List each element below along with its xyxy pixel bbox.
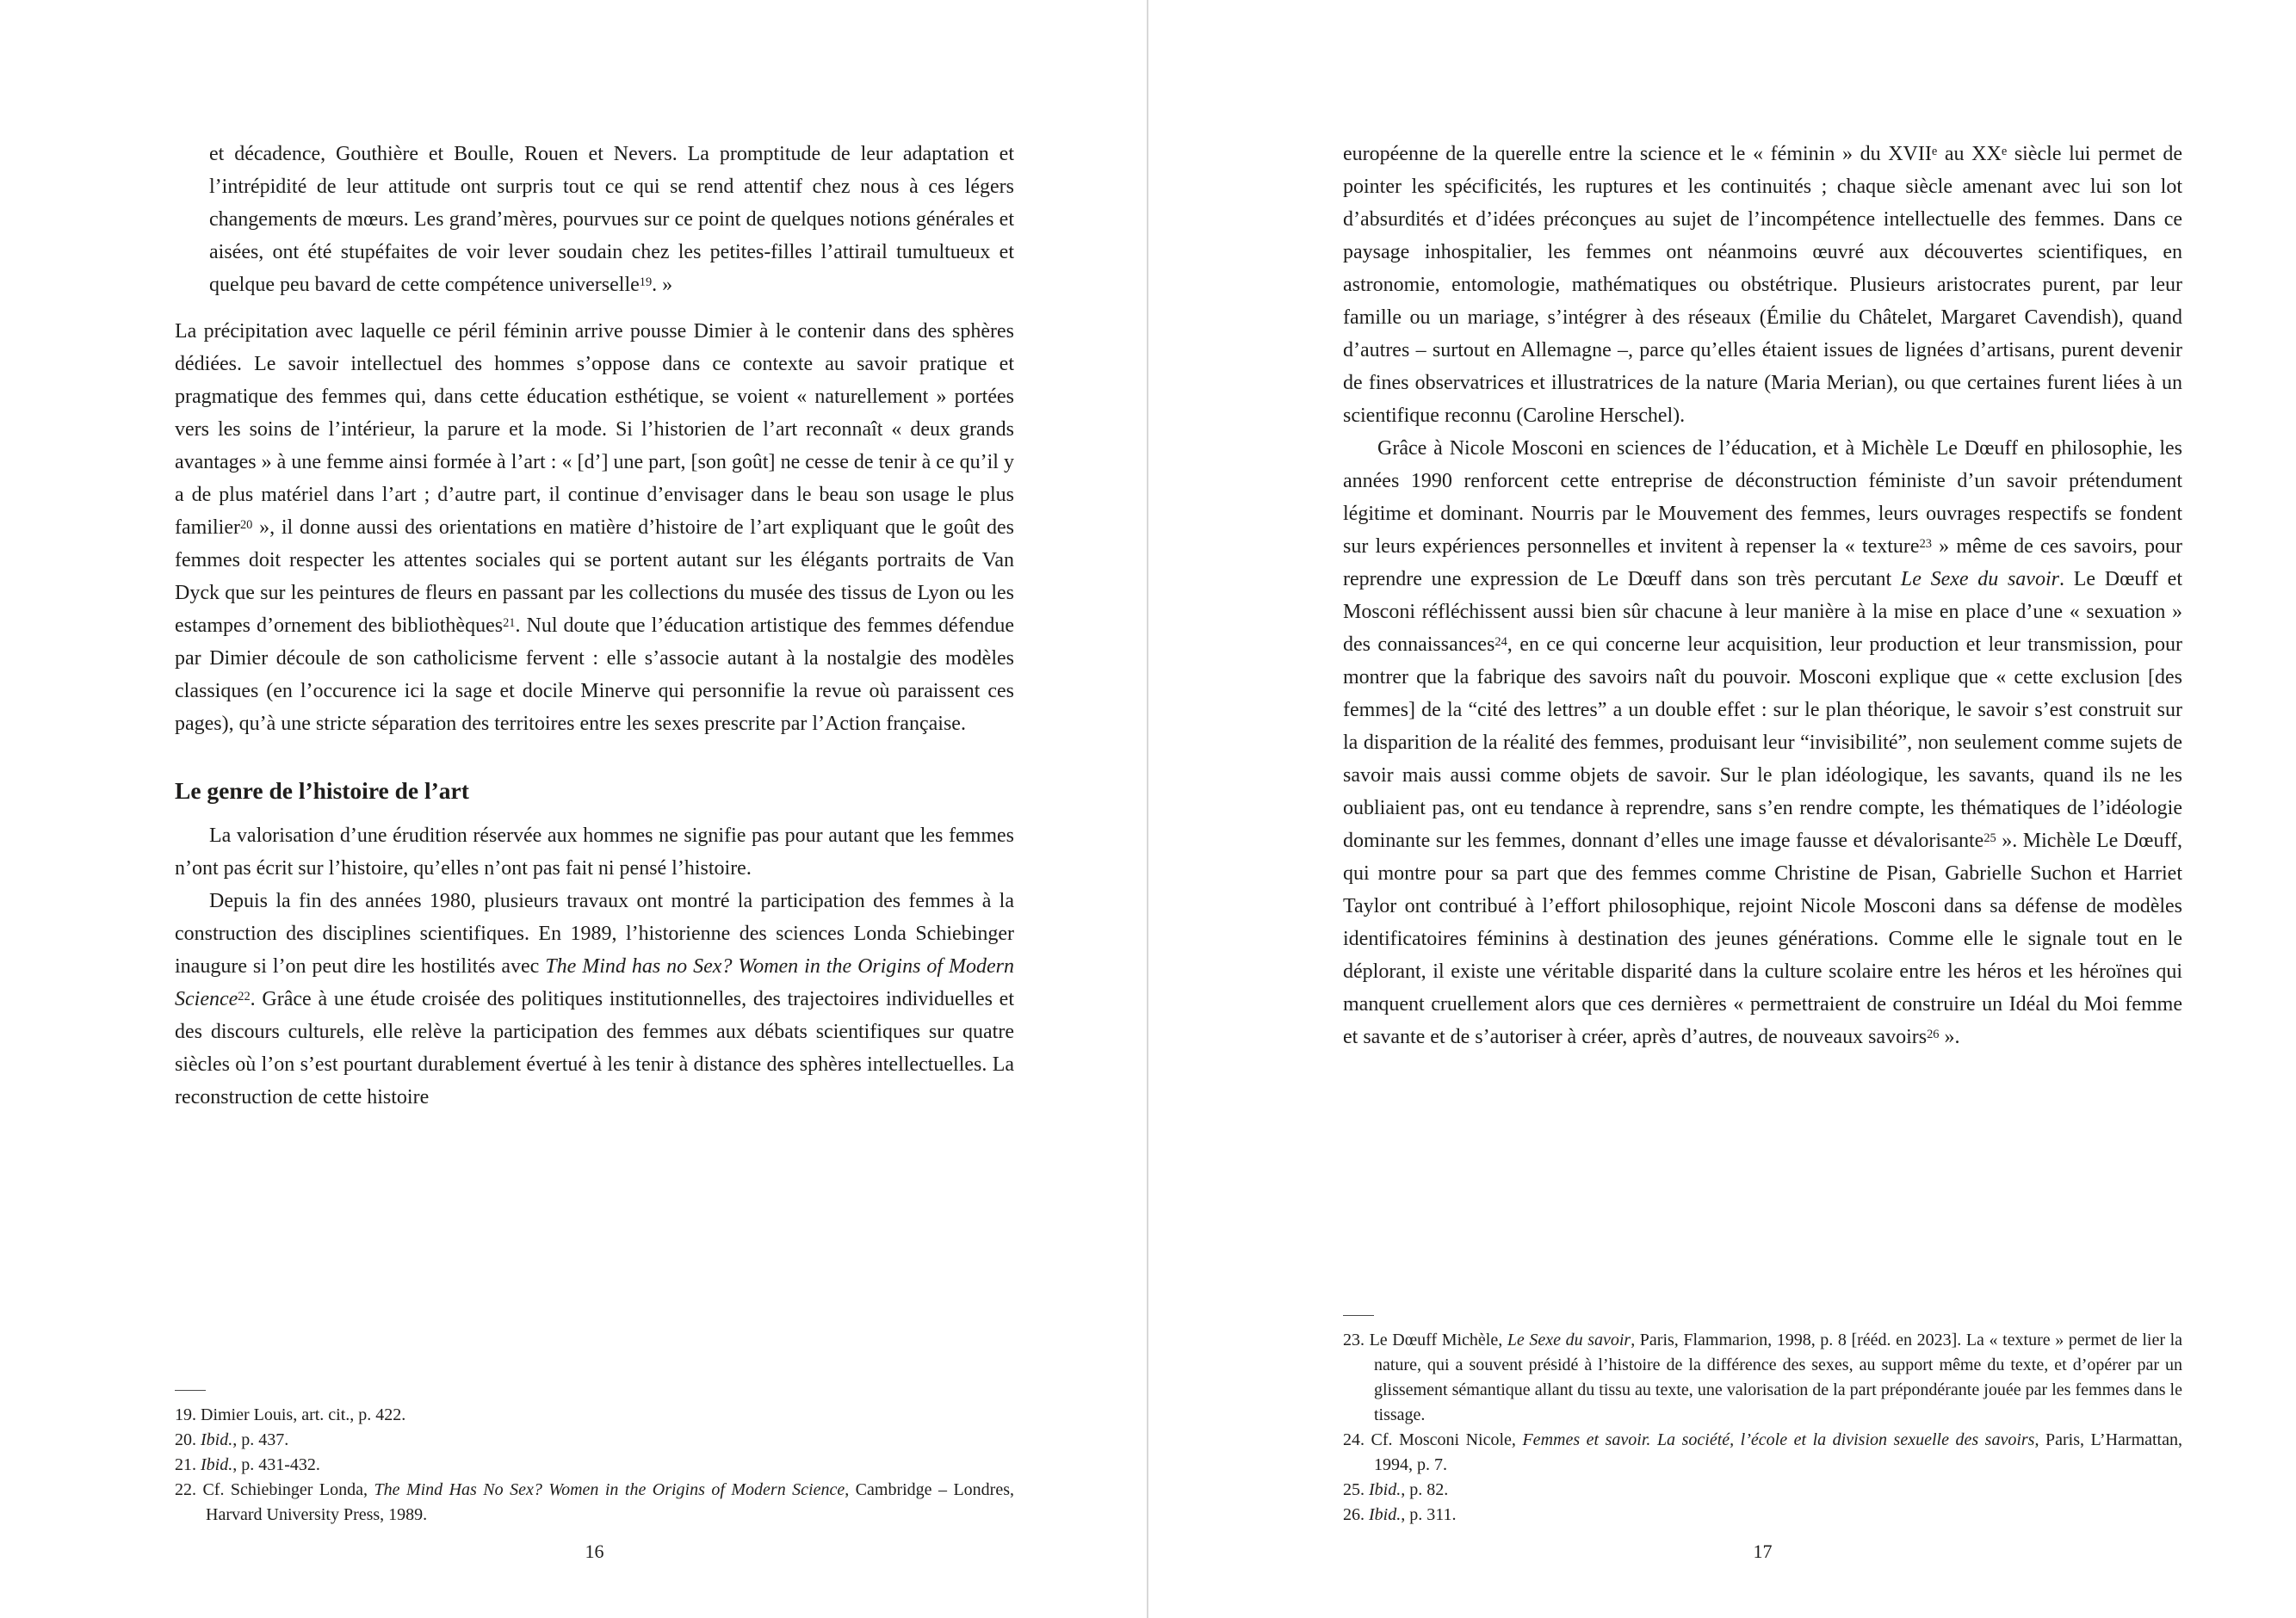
paragraph [1343,138,2182,432]
text-run: 20. [175,1430,201,1449]
text-run: 24. Cf. Mosconi Nicole, [1343,1430,1523,1449]
footnote [1343,1478,2182,1503]
text-run: , p. 431-432. [232,1455,320,1474]
footnote [175,1428,1014,1453]
text-run: , p. 437. [232,1430,289,1449]
text-run: 26. [1343,1505,1369,1524]
text-run: au XX [1937,143,2002,165]
right-page-text-column [1343,138,2182,1053]
text-run: , Paris, L’Harmattan, 1994, p. 7. [1374,1430,2182,1474]
text-run: » même de ces savoirs, pour reprendre une expression de Le Dœuff dans son très percutant [1343,535,2182,590]
text-run: . » [652,274,673,296]
text-run: , Paris, Flammarion, 1998, p. 8 [rééd. en 2023]. La « texture » permet de lier la nature, qui a souvent présidé à l’histoire de la différence des sexes, au support même du texte, et d’opérer par un glissement sémantique allant du tissu au texte, une valorisation de la part prépondérante jouée par les femmes dans le tissage. [1374,1331,2183,1424]
footnote [1343,1503,2182,1528]
block-quote [209,138,1014,301]
footnote-marker: 26 [1927,1027,1940,1041]
paragraph [175,885,1014,1114]
footnote [175,1478,1014,1528]
left-page-text-column [175,138,1014,1114]
text-run: et décadence, Gouthière et Boulle, Rouen et Nevers. La promptitude de leur adaptation et l’intrépidité de leur attitude ont surpris tout ce qui se rend attentif chez nous à ces légers changements de mœurs. Les grand’mères, pourvues sur ce point de quelques notions générales et aisées, ont été stupéfaites de voir lever soudain chez les petites-filles l’attirail tumultueux et quelque peu bavard de cette compétence universelle [209,143,1014,296]
left-page-footnotes [175,1390,1014,1528]
text-run: Depuis la fin des années 1980, plusieurs travaux ont montré la participation des femmes à la construction des disciplines scientifiques. En 1989, l’historienne des sciences Londa Schiebinger inaugure si l’on peut dire les hostilités avec [175,890,1014,978]
right-page-footnotes [1343,1315,2182,1528]
footnote-marker: 21 [503,615,516,630]
italic-text-run: The Mind has no Sex? Women in the Origins of Modern Science [175,955,1014,1010]
italic-text-run: Le Sexe du savoir [1900,568,2059,590]
text-run: La valorisation d’une érudition réservée aux hommes ne signifie pas pour autant que les femmes n’ont pas écrit sur l’histoire, qu’elles n’ont pas fait ni pensé l’histoire. [175,824,1014,880]
footnote-marker: 22 [238,989,251,1004]
footnote-list [1343,1328,2182,1528]
footnote-list [175,1403,1014,1528]
footnote-separator [1343,1315,1374,1316]
text-run: 25. [1343,1480,1369,1499]
italic-text-run: Femmes et savoir. La société, l’école et la division sexuelle des savoirs [1522,1430,2035,1449]
italic-text-run: Ibid. [1369,1480,1402,1499]
footnote-marker: 19 [639,275,653,289]
italic-text-run: Ibid. [201,1455,233,1474]
text-run: ». Michèle Le Dœuff, qui montre pour sa part que des femmes comme Christine de Pisan, Gabrielle Suchon et Harriet Taylor ont contribué à l’effort philosophique, rejoint Nicole Mosconi dans sa défense de modèles identificatoires féminins à destination des jeunes générations. Comme elle le signale tout en le déplorant, il existe une véritable disparité dans la culture scolaire entre les héros et les héroïnes qui manquent cruellement alors que ces dernières « permettraient de construire un Idéal du Moi femme et savante et de s’autoriser à créer, après d’autres, de nouveaux savoirs [1343,830,2182,1048]
footnote-marker: 25 [1983,831,1996,845]
text-run: . Grâce à une étude croisée des politiques institutionnelles, des trajectoires individuelles et des discours culturels, elle relève la participation des femmes aux débats scientifiques sur quatre siècles où l’on s’est pourtant durablement évertué à les tenir à distance des sphères intellectuelles. La reconstruction de cette histoire [175,988,1014,1109]
text-run: siècle lui permet de pointer les spécificités, les ruptures et les continuités ; chaque siècle amenant avec lui son lot d’absurdités et d’idées préconçues au sujet de l’incompétence intellectuelle des femmes. Dans ce paysage inhospitalier, les femmes ont néanmoins œuvré aux découvertes scientifiques, en astronomie, entomologie, mathématiques ou obstétrique. Plusieurs aristocrates purent, par leur famille ou un mariage, s’intégrer à des réseaux (Émilie du Châtelet, Margaret Cavendish), quand d’autres – surtout en Allemagne –, parce qu’elles étaient issues de lignées d’artisans, purent devenir de fines observatrices et illustratrices de la nature (Maria Merian), ou que certaines furent liées à un scientifique reconnu (Caroline Herschel). [1343,143,2182,427]
text-run: 22. Cf. Schiebinger Londa, [175,1480,374,1499]
footnote-marker: 24 [1495,634,1507,649]
footnote-separator [175,1390,206,1391]
footnote-marker: 23 [1919,536,1932,551]
footnote-marker: e [1931,144,1938,158]
paragraph [175,315,1014,740]
text-run: , p. 311. [1401,1505,1457,1524]
text-run: Le genre de l’histoire de l’art [175,777,469,804]
text-run: ». [1939,1026,1960,1048]
text-run: 23. Le Dœuff Michèle, [1343,1331,1507,1349]
paragraph [1343,432,2182,1053]
text-run: Grâce à Nicole Mosconi en sciences de l’éducation, et à Michèle Le Dœuff en philosophie, les années 1990 renforcent cette entreprise de déconstruction féministe d’un savoir prétendument légitime et dominant. Nourris par le Mouvement des femmes, leurs ouvrages respectifs se fondent sur leurs expériences personnelles et invitent à repenser la « texture [1343,437,2182,558]
text-run: , en ce qui concerne leur acquisition, leur production et leur transmission, pour montrer que la fabrique des savoirs naît du pouvoir. Mosconi explique que « cette exclusion [des femmes] de la “cité des lettres” a un double effet : sur le plan théorique, le savoir s’est construit sur la disparition de la réalité des femmes, produisant leur “invisibilité”, non seulement comme sujets de savoir mais aussi comme objets de savoir. Sur le plan idéologique, les savants, quand ils ne les oubliaient pas, ont eu tendance à reprendre, sans s’en rendre compte, les thématiques de l’idéologie dominante sur les femmes, donnant d’elles une image fausse et dévalorisante [1343,633,2182,852]
text-run: 21. [175,1455,201,1474]
text-run: », il donne aussi des orientations en matière d’histoire de l’art expliquant que le goût des femmes doit respecter les attentes sociales qui se portent autant sur les élégants portraits de Van Dyck que sur les peintures de fleurs en passant par les collections du musée des tissus de Lyon ou les estampes d’ornement des bibliothèques [175,516,1014,637]
text-run: . Nul doute que l’éducation artistique des femmes défendue par Dimier découle de son catholicisme fervent : elle s’associe autant à la nostalgie des modèles classiques (en l’occurence ici la sage et docile Minerve qui personnifie la revue où paraissent ces pages), qu’à une stricte séparation des territoires entre les sexes prescrite par l’Action française. [175,614,1014,735]
italic-text-run: Ibid. [201,1430,233,1449]
footnote-marker: e [2001,144,2008,158]
text-run: . Le Dœuff et Mosconi réfléchissent aussi bien sûr chacune à leur manière à la mise en place d’une « sexuation » des connaissances [1343,568,2182,656]
page-number-left: 16 [585,1541,604,1562]
text-run: , Cambridge – Londres, Harvard University Press, 1989. [206,1480,1014,1524]
footnote-marker: 20 [239,517,253,532]
page-gutter [1147,0,1148,1618]
text-run: 19. Dimier Louis, art. cit., p. 422. [175,1405,406,1424]
text-run: européenne de la querelle entre la science et le « féminin » du XVII [1343,143,1932,165]
text-run: , p. 82. [1401,1480,1449,1499]
footnote [1343,1428,2182,1478]
footnote [175,1453,1014,1478]
footnote [1343,1328,2182,1428]
text-run: La précipitation avec laquelle ce péril féminin arrive pousse Dimier à le contenir dans des sphères dédiées. Le savoir intellectuel des hommes s’oppose dans ce contexte au savoir pratique et pragmatique des femmes qui, dans cette éducation esthétique, se voient « naturellement » portées vers les soins de l’intérieur, la parure et la mode. Si l’historien de l’art reconnaît « deux grands avantages » à une femme ainsi formée à l’art : « [d’] une part, [son goût] ne cesse de tenir à ce qu’il y a de plus matériel dans l’art ; d’autre part, il continue d’envisager dans le beau son usage le plus familier [175,320,1014,539]
footnote [175,1403,1014,1428]
section-heading [175,775,1014,807]
italic-text-run: Le Sexe du savoir [1507,1331,1631,1349]
page-number-right: 17 [1753,1541,1773,1562]
italic-text-run: Ibid. [1369,1505,1402,1524]
italic-text-run: The Mind Has No Sex? Women in the Origins of Modern Science [374,1480,845,1499]
paragraph [175,819,1014,885]
